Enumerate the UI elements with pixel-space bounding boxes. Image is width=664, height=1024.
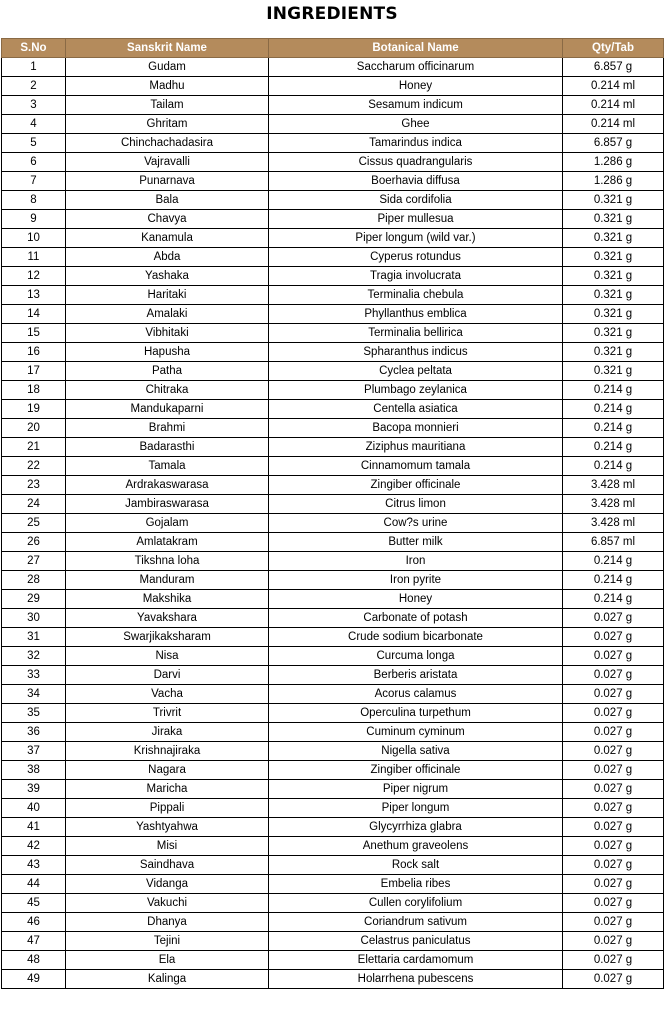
cell-qty-tab: 0.027 g	[563, 685, 664, 704]
cell-botanical-name: Carbonate of potash	[269, 609, 563, 628]
table-row	[2, 875, 664, 894]
cell-sno: 7	[2, 172, 66, 191]
cell-botanical-name: Bacopa monnieri	[269, 419, 563, 438]
cell-sanskrit-name: Misi	[66, 837, 269, 856]
cell-sanskrit-name: Hapusha	[66, 343, 269, 362]
table-row	[2, 229, 664, 248]
cell-sanskrit-name: Nisa	[66, 647, 269, 666]
table-row	[2, 438, 664, 457]
cell-qty-tab: 0.027 g	[563, 723, 664, 742]
table-row	[2, 666, 664, 685]
cell-sanskrit-name: Abda	[66, 248, 269, 267]
cell-qty-tab: 0.214 g	[563, 457, 664, 476]
table-row	[2, 476, 664, 495]
table-row	[2, 685, 664, 704]
cell-qty-tab: 3.428 ml	[563, 476, 664, 495]
table-row	[2, 77, 664, 96]
cell-sanskrit-name: Bala	[66, 191, 269, 210]
cell-qty-tab: 0.027 g	[563, 951, 664, 970]
cell-sanskrit-name: Krishnajiraka	[66, 742, 269, 761]
cell-sno: 4	[2, 115, 66, 134]
cell-botanical-name: Embelia ribes	[269, 875, 563, 894]
cell-botanical-name: Crude sodium bicarbonate	[269, 628, 563, 647]
cell-sanskrit-name: Kanamula	[66, 229, 269, 248]
cell-sno: 11	[2, 248, 66, 267]
cell-qty-tab: 3.428 ml	[563, 495, 664, 514]
column-header-sno: S.No	[2, 39, 66, 58]
cell-sanskrit-name: Brahmi	[66, 419, 269, 438]
cell-qty-tab: 1.286 g	[563, 172, 664, 191]
cell-sno: 26	[2, 533, 66, 552]
table-row	[2, 590, 664, 609]
cell-botanical-name: Piper longum (wild var.)	[269, 229, 563, 248]
cell-qty-tab: 0.214 g	[563, 419, 664, 438]
cell-sno: 20	[2, 419, 66, 438]
cell-sno: 23	[2, 476, 66, 495]
cell-sanskrit-name: Amlatakram	[66, 533, 269, 552]
cell-sno: 18	[2, 381, 66, 400]
table-row	[2, 837, 664, 856]
table-row	[2, 400, 664, 419]
cell-sanskrit-name: Pippali	[66, 799, 269, 818]
cell-sno: 34	[2, 685, 66, 704]
cell-sanskrit-name: Trivrit	[66, 704, 269, 723]
cell-botanical-name: Phyllanthus emblica	[269, 305, 563, 324]
cell-sno: 24	[2, 495, 66, 514]
cell-botanical-name: Boerhavia diffusa	[269, 172, 563, 191]
cell-qty-tab: 0.214 g	[563, 590, 664, 609]
cell-botanical-name: Tamarindus indica	[269, 134, 563, 153]
cell-sanskrit-name: Maricha	[66, 780, 269, 799]
cell-qty-tab: 0.214 g	[563, 400, 664, 419]
cell-qty-tab: 0.027 g	[563, 761, 664, 780]
cell-sno: 37	[2, 742, 66, 761]
cell-botanical-name: Citrus limon	[269, 495, 563, 514]
cell-sanskrit-name: Patha	[66, 362, 269, 381]
table-row	[2, 647, 664, 666]
cell-sno: 45	[2, 894, 66, 913]
cell-botanical-name: Nigella sativa	[269, 742, 563, 761]
cell-sno: 6	[2, 153, 66, 172]
table-row	[2, 96, 664, 115]
cell-sno: 12	[2, 267, 66, 286]
cell-qty-tab: 0.027 g	[563, 780, 664, 799]
cell-sno: 9	[2, 210, 66, 229]
cell-sno: 36	[2, 723, 66, 742]
cell-botanical-name: Terminalia bellirica	[269, 324, 563, 343]
cell-botanical-name: Holarrhena pubescens	[269, 970, 563, 989]
cell-sanskrit-name: Tejini	[66, 932, 269, 951]
cell-botanical-name: Sesamum indicum	[269, 96, 563, 115]
cell-botanical-name: Ghee	[269, 115, 563, 134]
cell-sno: 35	[2, 704, 66, 723]
cell-botanical-name: Operculina turpethum	[269, 704, 563, 723]
cell-sanskrit-name: Dhanya	[66, 913, 269, 932]
cell-sno: 28	[2, 571, 66, 590]
table-row	[2, 381, 664, 400]
cell-sno: 29	[2, 590, 66, 609]
cell-sanskrit-name: Vakuchi	[66, 894, 269, 913]
cell-sno: 33	[2, 666, 66, 685]
table-row	[2, 780, 664, 799]
cell-botanical-name: Butter milk	[269, 533, 563, 552]
cell-qty-tab: 6.857 g	[563, 58, 664, 77]
cell-sanskrit-name: Yashaka	[66, 267, 269, 286]
cell-botanical-name: Cullen corylifolium	[269, 894, 563, 913]
cell-botanical-name: Coriandrum sativum	[269, 913, 563, 932]
cell-qty-tab: 0.027 g	[563, 666, 664, 685]
cell-qty-tab: 0.321 g	[563, 305, 664, 324]
cell-sno: 5	[2, 134, 66, 153]
table-row	[2, 818, 664, 837]
cell-botanical-name: Sida cordifolia	[269, 191, 563, 210]
table-row	[2, 457, 664, 476]
table-row	[2, 495, 664, 514]
cell-qty-tab: 0.321 g	[563, 229, 664, 248]
table-row	[2, 571, 664, 590]
cell-botanical-name: Honey	[269, 590, 563, 609]
cell-botanical-name: Cissus quadrangularis	[269, 153, 563, 172]
table-row	[2, 248, 664, 267]
column-header-sanskrit-name: Sanskrit Name	[66, 39, 269, 58]
cell-sno: 25	[2, 514, 66, 533]
cell-sanskrit-name: Tailam	[66, 96, 269, 115]
cell-sno: 47	[2, 932, 66, 951]
cell-qty-tab: 3.428 ml	[563, 514, 664, 533]
cell-qty-tab: 0.027 g	[563, 609, 664, 628]
cell-botanical-name: Piper longum	[269, 799, 563, 818]
cell-sno: 8	[2, 191, 66, 210]
cell-sno: 30	[2, 609, 66, 628]
cell-sno: 27	[2, 552, 66, 571]
table-row	[2, 191, 664, 210]
cell-sanskrit-name: Vajravalli	[66, 153, 269, 172]
cell-qty-tab: 0.321 g	[563, 324, 664, 343]
cell-botanical-name: Ziziphus mauritiana	[269, 438, 563, 457]
cell-qty-tab: 0.027 g	[563, 647, 664, 666]
table-row	[2, 951, 664, 970]
cell-qty-tab: 0.321 g	[563, 210, 664, 229]
cell-botanical-name: Rock salt	[269, 856, 563, 875]
table-row	[2, 628, 664, 647]
cell-sno: 13	[2, 286, 66, 305]
cell-sanskrit-name: Haritaki	[66, 286, 269, 305]
table-row	[2, 723, 664, 742]
cell-botanical-name: Plumbago zeylanica	[269, 381, 563, 400]
table-header-row	[2, 39, 664, 58]
cell-sno: 3	[2, 96, 66, 115]
cell-botanical-name: Cinnamomum tamala	[269, 457, 563, 476]
cell-qty-tab: 0.214 g	[563, 571, 664, 590]
cell-sno: 10	[2, 229, 66, 248]
cell-qty-tab: 0.321 g	[563, 362, 664, 381]
table-row	[2, 58, 664, 77]
cell-botanical-name: Tragia involucrata	[269, 267, 563, 286]
cell-botanical-name: Glycyrrhiza glabra	[269, 818, 563, 837]
cell-botanical-name: Cyperus rotundus	[269, 248, 563, 267]
cell-botanical-name: Acorus calamus	[269, 685, 563, 704]
cell-sanskrit-name: Chavya	[66, 210, 269, 229]
cell-sno: 14	[2, 305, 66, 324]
cell-sno: 42	[2, 837, 66, 856]
table-row	[2, 913, 664, 932]
column-header-qty-tab: Qty/Tab	[563, 39, 664, 58]
cell-botanical-name: Iron pyrite	[269, 571, 563, 590]
table-row	[2, 153, 664, 172]
cell-qty-tab: 0.027 g	[563, 837, 664, 856]
table-row	[2, 932, 664, 951]
cell-sanskrit-name: Vidanga	[66, 875, 269, 894]
cell-sanskrit-name: Chitraka	[66, 381, 269, 400]
cell-sanskrit-name: Kalinga	[66, 970, 269, 989]
cell-botanical-name: Cow?s urine	[269, 514, 563, 533]
cell-qty-tab: 1.286 g	[563, 153, 664, 172]
table-row	[2, 514, 664, 533]
cell-qty-tab: 0.214 ml	[563, 115, 664, 134]
table-row	[2, 286, 664, 305]
page-title: INGREDIENTS	[266, 4, 398, 24]
table-row	[2, 761, 664, 780]
table-row	[2, 742, 664, 761]
cell-qty-tab: 0.321 g	[563, 267, 664, 286]
table-row	[2, 324, 664, 343]
cell-sno: 32	[2, 647, 66, 666]
cell-botanical-name: Cuminum cyminum	[269, 723, 563, 742]
table-row	[2, 267, 664, 286]
table-body	[2, 58, 664, 989]
table-row	[2, 134, 664, 153]
cell-botanical-name: Zingiber officinale	[269, 761, 563, 780]
cell-sanskrit-name: Tikshna loha	[66, 552, 269, 571]
table-row	[2, 609, 664, 628]
cell-botanical-name: Celastrus paniculatus	[269, 932, 563, 951]
cell-sno: 48	[2, 951, 66, 970]
cell-botanical-name: Honey	[269, 77, 563, 96]
cell-sanskrit-name: Ardrakaswarasa	[66, 476, 269, 495]
cell-sno: 17	[2, 362, 66, 381]
table-row	[2, 419, 664, 438]
cell-botanical-name: Piper nigrum	[269, 780, 563, 799]
cell-sno: 49	[2, 970, 66, 989]
cell-sanskrit-name: Tamala	[66, 457, 269, 476]
cell-sno: 44	[2, 875, 66, 894]
table-row	[2, 704, 664, 723]
cell-sno: 38	[2, 761, 66, 780]
cell-qty-tab: 0.321 g	[563, 286, 664, 305]
table-row	[2, 552, 664, 571]
cell-sanskrit-name: Ela	[66, 951, 269, 970]
cell-sno: 1	[2, 58, 66, 77]
cell-sanskrit-name: Jambiraswarasa	[66, 495, 269, 514]
cell-qty-tab: 0.214 ml	[563, 96, 664, 115]
cell-qty-tab: 0.321 g	[563, 248, 664, 267]
cell-botanical-name: Spharanthus indicus	[269, 343, 563, 362]
cell-sno: 43	[2, 856, 66, 875]
cell-sanskrit-name: Swarjikaksharam	[66, 628, 269, 647]
cell-sanskrit-name: Nagara	[66, 761, 269, 780]
cell-botanical-name: Berberis aristata	[269, 666, 563, 685]
cell-sanskrit-name: Vibhitaki	[66, 324, 269, 343]
cell-botanical-name: Anethum graveolens	[269, 837, 563, 856]
cell-qty-tab: 0.027 g	[563, 970, 664, 989]
cell-sanskrit-name: Gojalam	[66, 514, 269, 533]
cell-qty-tab: 0.214 ml	[563, 77, 664, 96]
column-header-botanical-name: Botanical Name	[269, 39, 563, 58]
cell-qty-tab: 0.214 g	[563, 552, 664, 571]
cell-qty-tab: 0.027 g	[563, 818, 664, 837]
cell-sno: 19	[2, 400, 66, 419]
table-row	[2, 362, 664, 381]
table-row	[2, 210, 664, 229]
cell-qty-tab: 0.321 g	[563, 191, 664, 210]
cell-sanskrit-name: Darvi	[66, 666, 269, 685]
cell-sanskrit-name: Manduram	[66, 571, 269, 590]
table-row	[2, 799, 664, 818]
cell-sanskrit-name: Amalaki	[66, 305, 269, 324]
cell-qty-tab: 0.214 g	[563, 381, 664, 400]
cell-sanskrit-name: Yavakshara	[66, 609, 269, 628]
cell-qty-tab: 0.027 g	[563, 913, 664, 932]
cell-sno: 31	[2, 628, 66, 647]
table-row	[2, 894, 664, 913]
cell-qty-tab: 0.027 g	[563, 628, 664, 647]
cell-sanskrit-name: Punarnava	[66, 172, 269, 191]
cell-qty-tab: 0.027 g	[563, 856, 664, 875]
cell-sanskrit-name: Jiraka	[66, 723, 269, 742]
cell-qty-tab: 0.321 g	[563, 343, 664, 362]
cell-botanical-name: Terminalia chebula	[269, 286, 563, 305]
cell-qty-tab: 0.027 g	[563, 704, 664, 723]
cell-qty-tab: 0.027 g	[563, 894, 664, 913]
cell-botanical-name: Cyclea peltata	[269, 362, 563, 381]
table-row	[2, 343, 664, 362]
cell-sanskrit-name: Saindhava	[66, 856, 269, 875]
cell-sanskrit-name: Gudam	[66, 58, 269, 77]
cell-botanical-name: Piper mullesua	[269, 210, 563, 229]
table-row	[2, 533, 664, 552]
cell-sno: 21	[2, 438, 66, 457]
cell-sanskrit-name: Mandukaparni	[66, 400, 269, 419]
cell-sno: 22	[2, 457, 66, 476]
ingredients-table	[1, 38, 664, 989]
cell-botanical-name: Zingiber officinale	[269, 476, 563, 495]
cell-sno: 41	[2, 818, 66, 837]
cell-botanical-name: Saccharum officinarum	[269, 58, 563, 77]
cell-sanskrit-name: Madhu	[66, 77, 269, 96]
cell-botanical-name: Curcuma longa	[269, 647, 563, 666]
cell-sno: 15	[2, 324, 66, 343]
cell-qty-tab: 0.027 g	[563, 742, 664, 761]
cell-sno: 2	[2, 77, 66, 96]
table-row	[2, 970, 664, 989]
cell-sanskrit-name: Makshika	[66, 590, 269, 609]
table-row	[2, 172, 664, 191]
cell-sno: 39	[2, 780, 66, 799]
cell-sno: 46	[2, 913, 66, 932]
cell-sanskrit-name: Ghritam	[66, 115, 269, 134]
cell-botanical-name: Iron	[269, 552, 563, 571]
cell-sanskrit-name: Yashtyahwa	[66, 818, 269, 837]
cell-sanskrit-name: Badarasthi	[66, 438, 269, 457]
cell-qty-tab: 0.027 g	[563, 799, 664, 818]
cell-botanical-name: Centella asiatica	[269, 400, 563, 419]
cell-sanskrit-name: Chinchachadasira	[66, 134, 269, 153]
cell-qty-tab: 6.857 ml	[563, 533, 664, 552]
table-row	[2, 305, 664, 324]
table-row	[2, 115, 664, 134]
cell-qty-tab: 0.027 g	[563, 875, 664, 894]
table-row	[2, 856, 664, 875]
cell-qty-tab: 0.027 g	[563, 932, 664, 951]
cell-botanical-name: Elettaria cardamomum	[269, 951, 563, 970]
cell-qty-tab: 0.214 g	[563, 438, 664, 457]
cell-sno: 40	[2, 799, 66, 818]
cell-sno: 16	[2, 343, 66, 362]
cell-qty-tab: 6.857 g	[563, 134, 664, 153]
cell-sanskrit-name: Vacha	[66, 685, 269, 704]
